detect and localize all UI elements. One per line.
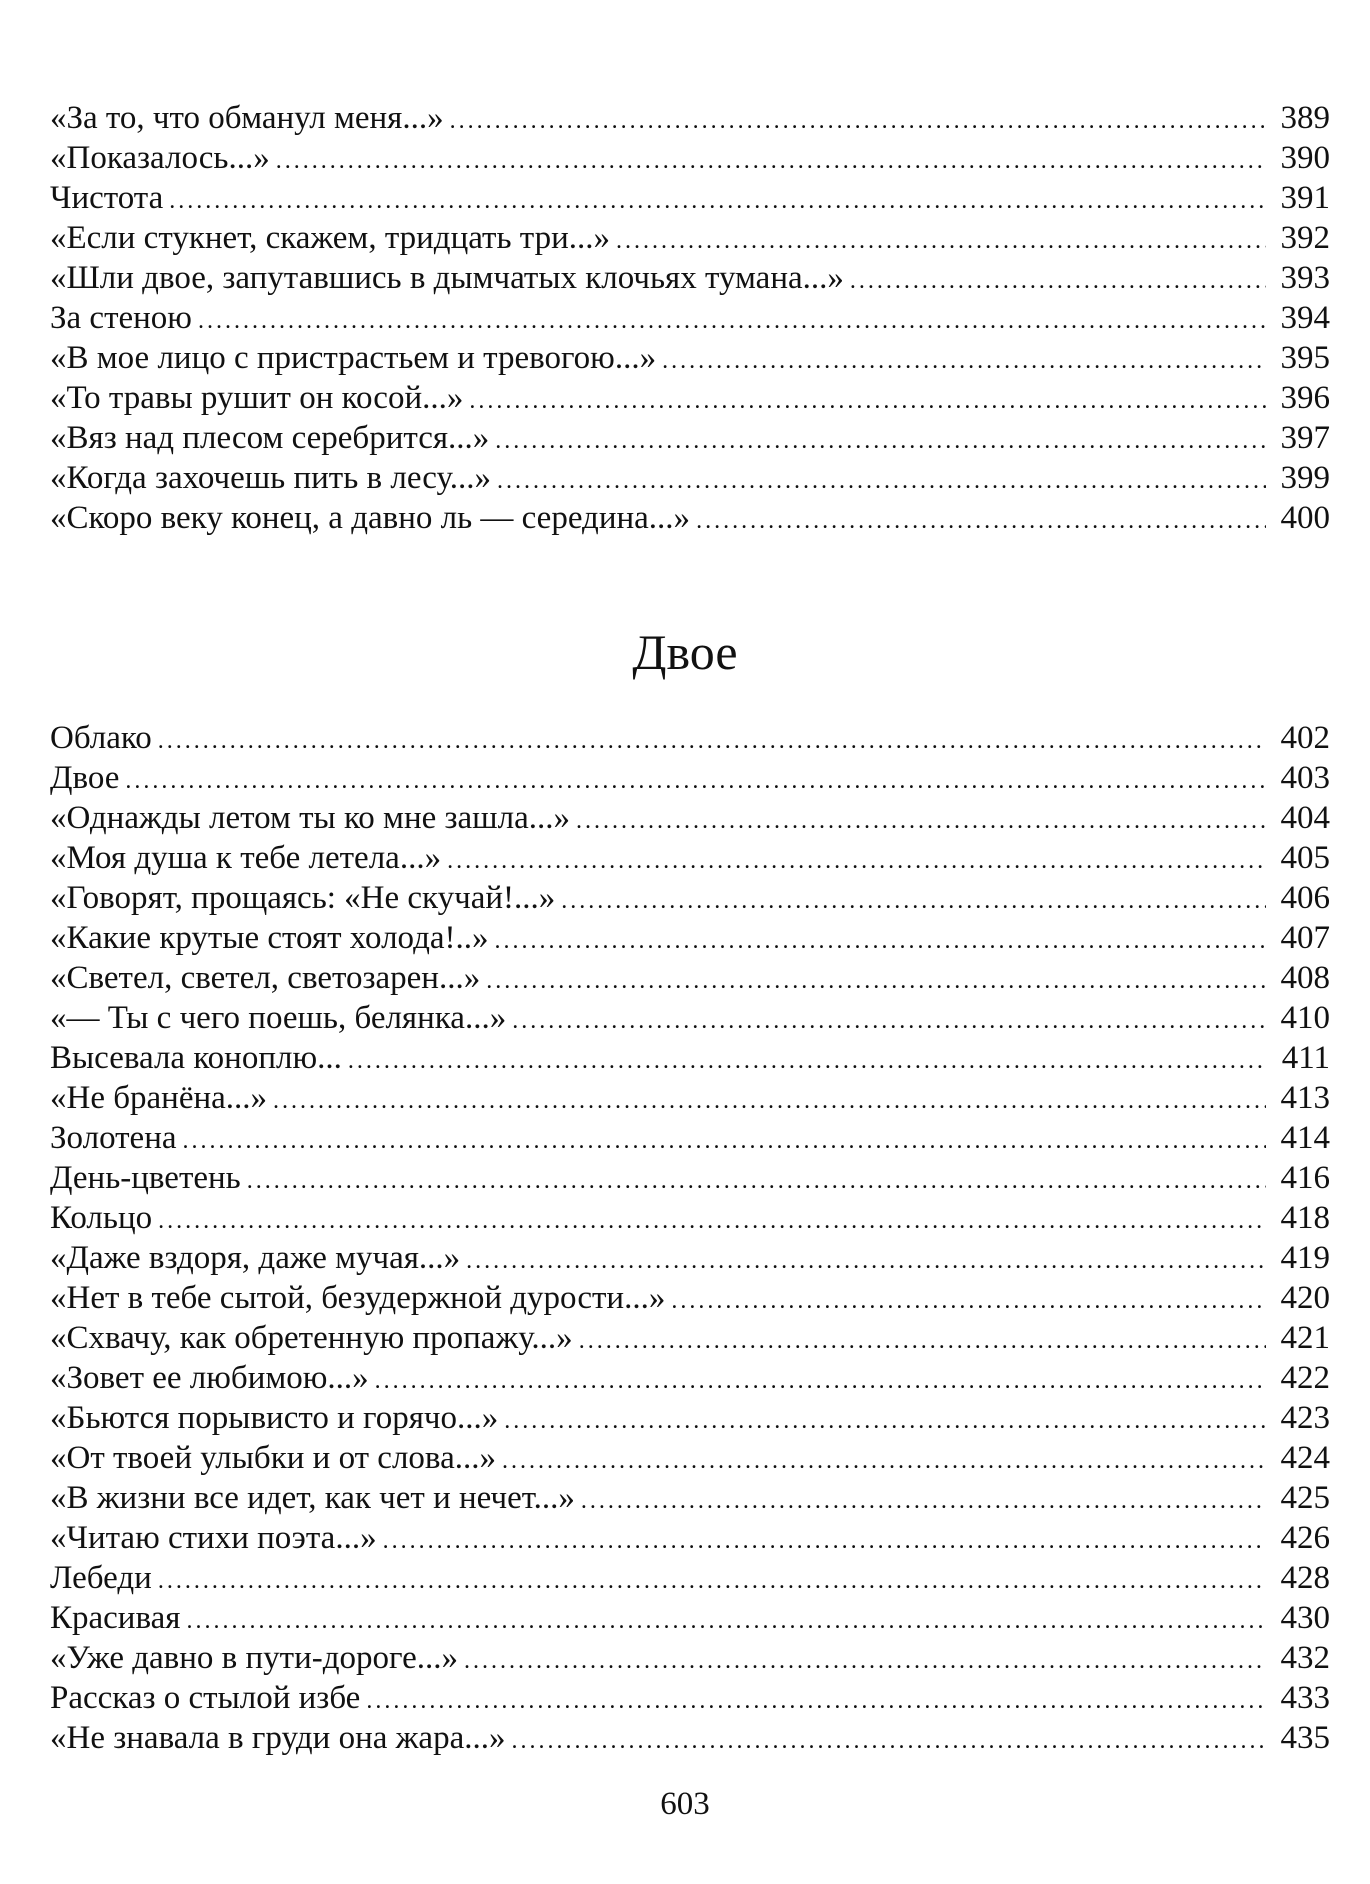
toc-entry xyxy=(50,1678,1330,1718)
dot-leader xyxy=(375,1361,1266,1401)
toc-entry-title: «То травы рушит он косой...» xyxy=(50,380,464,416)
toc-entry xyxy=(50,98,1330,138)
toc-entry-title: «Светел, светел, светозарен...» xyxy=(50,960,481,996)
section-heading: Двое xyxy=(632,624,738,680)
dot-leader xyxy=(247,1161,1266,1201)
toc-entry-page-number: 408 xyxy=(1280,960,1330,996)
toc-entry-page-number: 428 xyxy=(1280,1560,1330,1596)
toc-entry xyxy=(50,1438,1330,1478)
toc-list-dvoe-section xyxy=(50,718,1330,1758)
toc-entry xyxy=(50,958,1330,998)
toc-entry-page-number: 416 xyxy=(1280,1160,1330,1196)
dot-leader xyxy=(366,1681,1266,1721)
toc-entry-title: «За то, что обманул меня...» xyxy=(50,100,444,136)
toc-entry-page-number: 435 xyxy=(1280,1720,1330,1756)
dot-leader xyxy=(158,1561,1266,1601)
toc-entry-page-number: 420 xyxy=(1280,1280,1330,1316)
toc-entry xyxy=(50,138,1330,178)
dot-leader xyxy=(158,721,1266,761)
toc-entry xyxy=(50,718,1330,758)
toc-entry-title: «Какие крутые стоят холода!..» xyxy=(50,920,489,956)
toc-entry-page-number: 430 xyxy=(1280,1600,1330,1636)
dot-leader xyxy=(186,1601,1266,1641)
toc-entry xyxy=(50,1598,1330,1638)
toc-entry-page-number: 400 xyxy=(1280,500,1330,536)
toc-entry-page-number: 394 xyxy=(1280,300,1330,336)
dot-leader xyxy=(466,1241,1266,1281)
toc-entry-page-number: 421 xyxy=(1280,1320,1330,1356)
toc-entry-title: «Нет в тебе сытой, безудержной дурости...» xyxy=(50,1280,666,1316)
toc-entry-title: «Когда захочешь пить в лесу...» xyxy=(50,460,491,496)
dot-leader xyxy=(850,261,1266,301)
toc-entry-title: «Уже давно в пути-дороге...» xyxy=(50,1640,459,1676)
dot-leader xyxy=(125,761,1266,801)
dot-leader xyxy=(447,841,1266,881)
toc-entry xyxy=(50,1558,1330,1598)
toc-entry-title: Лебеди xyxy=(50,1560,152,1596)
toc-entry-page-number: 390 xyxy=(1280,140,1330,176)
toc-entry-title: Рассказ о стылой избе xyxy=(50,1680,361,1716)
toc-entry-page-number: 393 xyxy=(1280,260,1330,296)
toc-entry xyxy=(50,798,1330,838)
toc-entry-page-number: 411 xyxy=(1281,1040,1330,1076)
toc-entry-title: «Говорят, прощаясь: «Не скучай!...» xyxy=(50,880,556,916)
dot-leader xyxy=(348,1041,1266,1081)
dot-leader xyxy=(469,381,1266,421)
dot-leader xyxy=(561,881,1266,921)
toc-entry xyxy=(50,758,1330,798)
toc-entry-page-number: 425 xyxy=(1280,1480,1330,1516)
toc-entry-page-number: 405 xyxy=(1280,840,1330,876)
toc-entry-title: «Шли двое, запутавшись в дымчатых клочьях тумана...» xyxy=(50,260,844,296)
dot-leader xyxy=(497,461,1266,501)
toc-entry-page-number: 423 xyxy=(1280,1400,1330,1436)
toc-entry-title: За стеною xyxy=(50,300,192,336)
toc-entry-page-number: 410 xyxy=(1280,1000,1330,1036)
toc-entry-page-number: 413 xyxy=(1280,1080,1330,1116)
toc-entry xyxy=(50,258,1330,298)
toc-entry xyxy=(50,1638,1330,1678)
toc-entry xyxy=(50,1318,1330,1358)
toc-entry-page-number: 432 xyxy=(1280,1640,1330,1676)
toc-entry-page-number: 403 xyxy=(1280,760,1330,796)
toc-entry-title: «Бьются порывисто и горячо...» xyxy=(50,1400,499,1436)
toc-entry xyxy=(50,498,1330,538)
toc-entry xyxy=(50,1078,1330,1118)
toc-entry-page-number: 392 xyxy=(1280,220,1330,256)
toc-entry xyxy=(50,298,1330,338)
toc-entry xyxy=(50,458,1330,498)
toc-entry-title: «Если стукнет, скажем, тридцать три...» xyxy=(50,220,611,256)
toc-entry xyxy=(50,998,1330,1038)
toc-entry-page-number: 414 xyxy=(1280,1120,1330,1156)
toc-entry-title: «От твоей улыбки и от слова...» xyxy=(50,1440,496,1476)
toc-entry xyxy=(50,878,1330,918)
dot-leader xyxy=(696,501,1266,541)
toc-entry xyxy=(50,178,1330,218)
toc-entry xyxy=(50,1478,1330,1518)
toc-entry xyxy=(50,1398,1330,1438)
toc-entry-title: «Скоро веку конец, а давно ль — середина...» xyxy=(50,500,691,536)
toc-entry-title: Чистота xyxy=(50,180,164,216)
toc-entry-page-number: 407 xyxy=(1280,920,1330,956)
toc-entry-title: «Показалось...» xyxy=(50,140,270,176)
page-number: 603 xyxy=(660,1786,710,1822)
toc-entry-title: «В жизни все идет, как чет и нечет...» xyxy=(50,1480,575,1516)
toc-entry-page-number: 402 xyxy=(1280,720,1330,756)
toc-entry-title: Облако xyxy=(50,720,152,756)
toc-entry-page-number: 424 xyxy=(1280,1440,1330,1476)
toc-entry-title: «Однажды летом ты ко мне зашла...» xyxy=(50,800,570,836)
toc-entry-page-number: 404 xyxy=(1280,800,1330,836)
toc-entry xyxy=(50,1038,1330,1078)
toc-entry xyxy=(50,1718,1330,1758)
dot-leader xyxy=(158,1201,1266,1241)
dot-leader xyxy=(183,1121,1266,1161)
dot-leader xyxy=(464,1641,1266,1681)
dot-leader xyxy=(486,961,1266,1001)
dot-leader xyxy=(495,421,1266,461)
dot-leader xyxy=(273,1081,1266,1121)
dot-leader xyxy=(198,301,1266,341)
toc-entry-title: «Читаю стихи поэта...» xyxy=(50,1520,377,1556)
toc-entry xyxy=(50,1198,1330,1238)
dot-leader xyxy=(495,921,1266,961)
toc-entry xyxy=(50,1238,1330,1278)
toc-entry-title: День-цветень xyxy=(50,1160,241,1196)
toc-entry xyxy=(50,1118,1330,1158)
dot-leader xyxy=(662,341,1266,381)
toc-entry xyxy=(50,338,1330,378)
toc-entry-title: «Не бранёна...» xyxy=(50,1080,268,1116)
dot-leader xyxy=(511,1721,1266,1761)
toc-entry-title: Красивая xyxy=(50,1600,181,1636)
toc-entry xyxy=(50,378,1330,418)
toc-entry-page-number: 426 xyxy=(1280,1520,1330,1556)
toc-entry-title: «Зовет ее любимою...» xyxy=(50,1360,369,1396)
toc-entry-page-number: 397 xyxy=(1280,420,1330,456)
toc-entry xyxy=(50,1158,1330,1198)
toc-entry-page-number: 391 xyxy=(1280,180,1330,216)
dot-leader xyxy=(576,801,1266,841)
toc-entry-page-number: 418 xyxy=(1280,1200,1330,1236)
toc-entry xyxy=(50,1278,1330,1318)
toc-entry-title: «Схвачу, как обретенную пропажу...» xyxy=(50,1320,573,1356)
toc-entry-title: Двое xyxy=(50,760,120,796)
dot-leader xyxy=(579,1321,1266,1361)
toc-entry-page-number: 422 xyxy=(1280,1360,1330,1396)
toc-entry xyxy=(50,1358,1330,1398)
toc-entry-title: Кольцо xyxy=(50,1200,153,1236)
toc-entry-title: «Не знавала в груди она жара...» xyxy=(50,1720,506,1756)
dot-leader xyxy=(616,221,1266,261)
toc-entry-title: «— Ты с чего поешь, белянка...» xyxy=(50,1000,507,1036)
toc-entry xyxy=(50,418,1330,458)
toc-entry-page-number: 433 xyxy=(1280,1680,1330,1716)
dot-leader xyxy=(512,1001,1266,1041)
dot-leader xyxy=(450,101,1266,141)
dot-leader xyxy=(504,1401,1266,1441)
toc-entry xyxy=(50,838,1330,878)
toc-entry-page-number: 396 xyxy=(1280,380,1330,416)
toc-entry xyxy=(50,1518,1330,1558)
dot-leader xyxy=(383,1521,1266,1561)
dot-leader xyxy=(169,181,1266,221)
toc-entry xyxy=(50,918,1330,958)
toc-entry-page-number: 419 xyxy=(1280,1240,1330,1276)
toc-entry-page-number: 406 xyxy=(1280,880,1330,916)
toc-entry-title: Высевала коноплю... xyxy=(50,1040,342,1076)
toc-entry-title: «Вяз над плесом серебрится...» xyxy=(50,420,490,456)
dot-leader xyxy=(581,1481,1266,1521)
dot-leader xyxy=(276,141,1266,181)
toc-entry-title: Золотена xyxy=(50,1120,177,1156)
toc-entry-page-number: 399 xyxy=(1280,460,1330,496)
toc-entry xyxy=(50,218,1330,258)
toc-list-previous-section xyxy=(50,98,1330,538)
dot-leader xyxy=(502,1441,1266,1481)
toc-entry-title: «В мое лицо с пристрастьем и тревогою...» xyxy=(50,340,657,376)
toc-entry-page-number: 389 xyxy=(1280,100,1330,136)
toc-entry-page-number: 395 xyxy=(1280,340,1330,376)
toc-entry-title: «Даже вздоря, даже мучая...» xyxy=(50,1240,461,1276)
dot-leader xyxy=(671,1281,1266,1321)
toc-entry-title: «Моя душа к тебе летела...» xyxy=(50,840,442,876)
